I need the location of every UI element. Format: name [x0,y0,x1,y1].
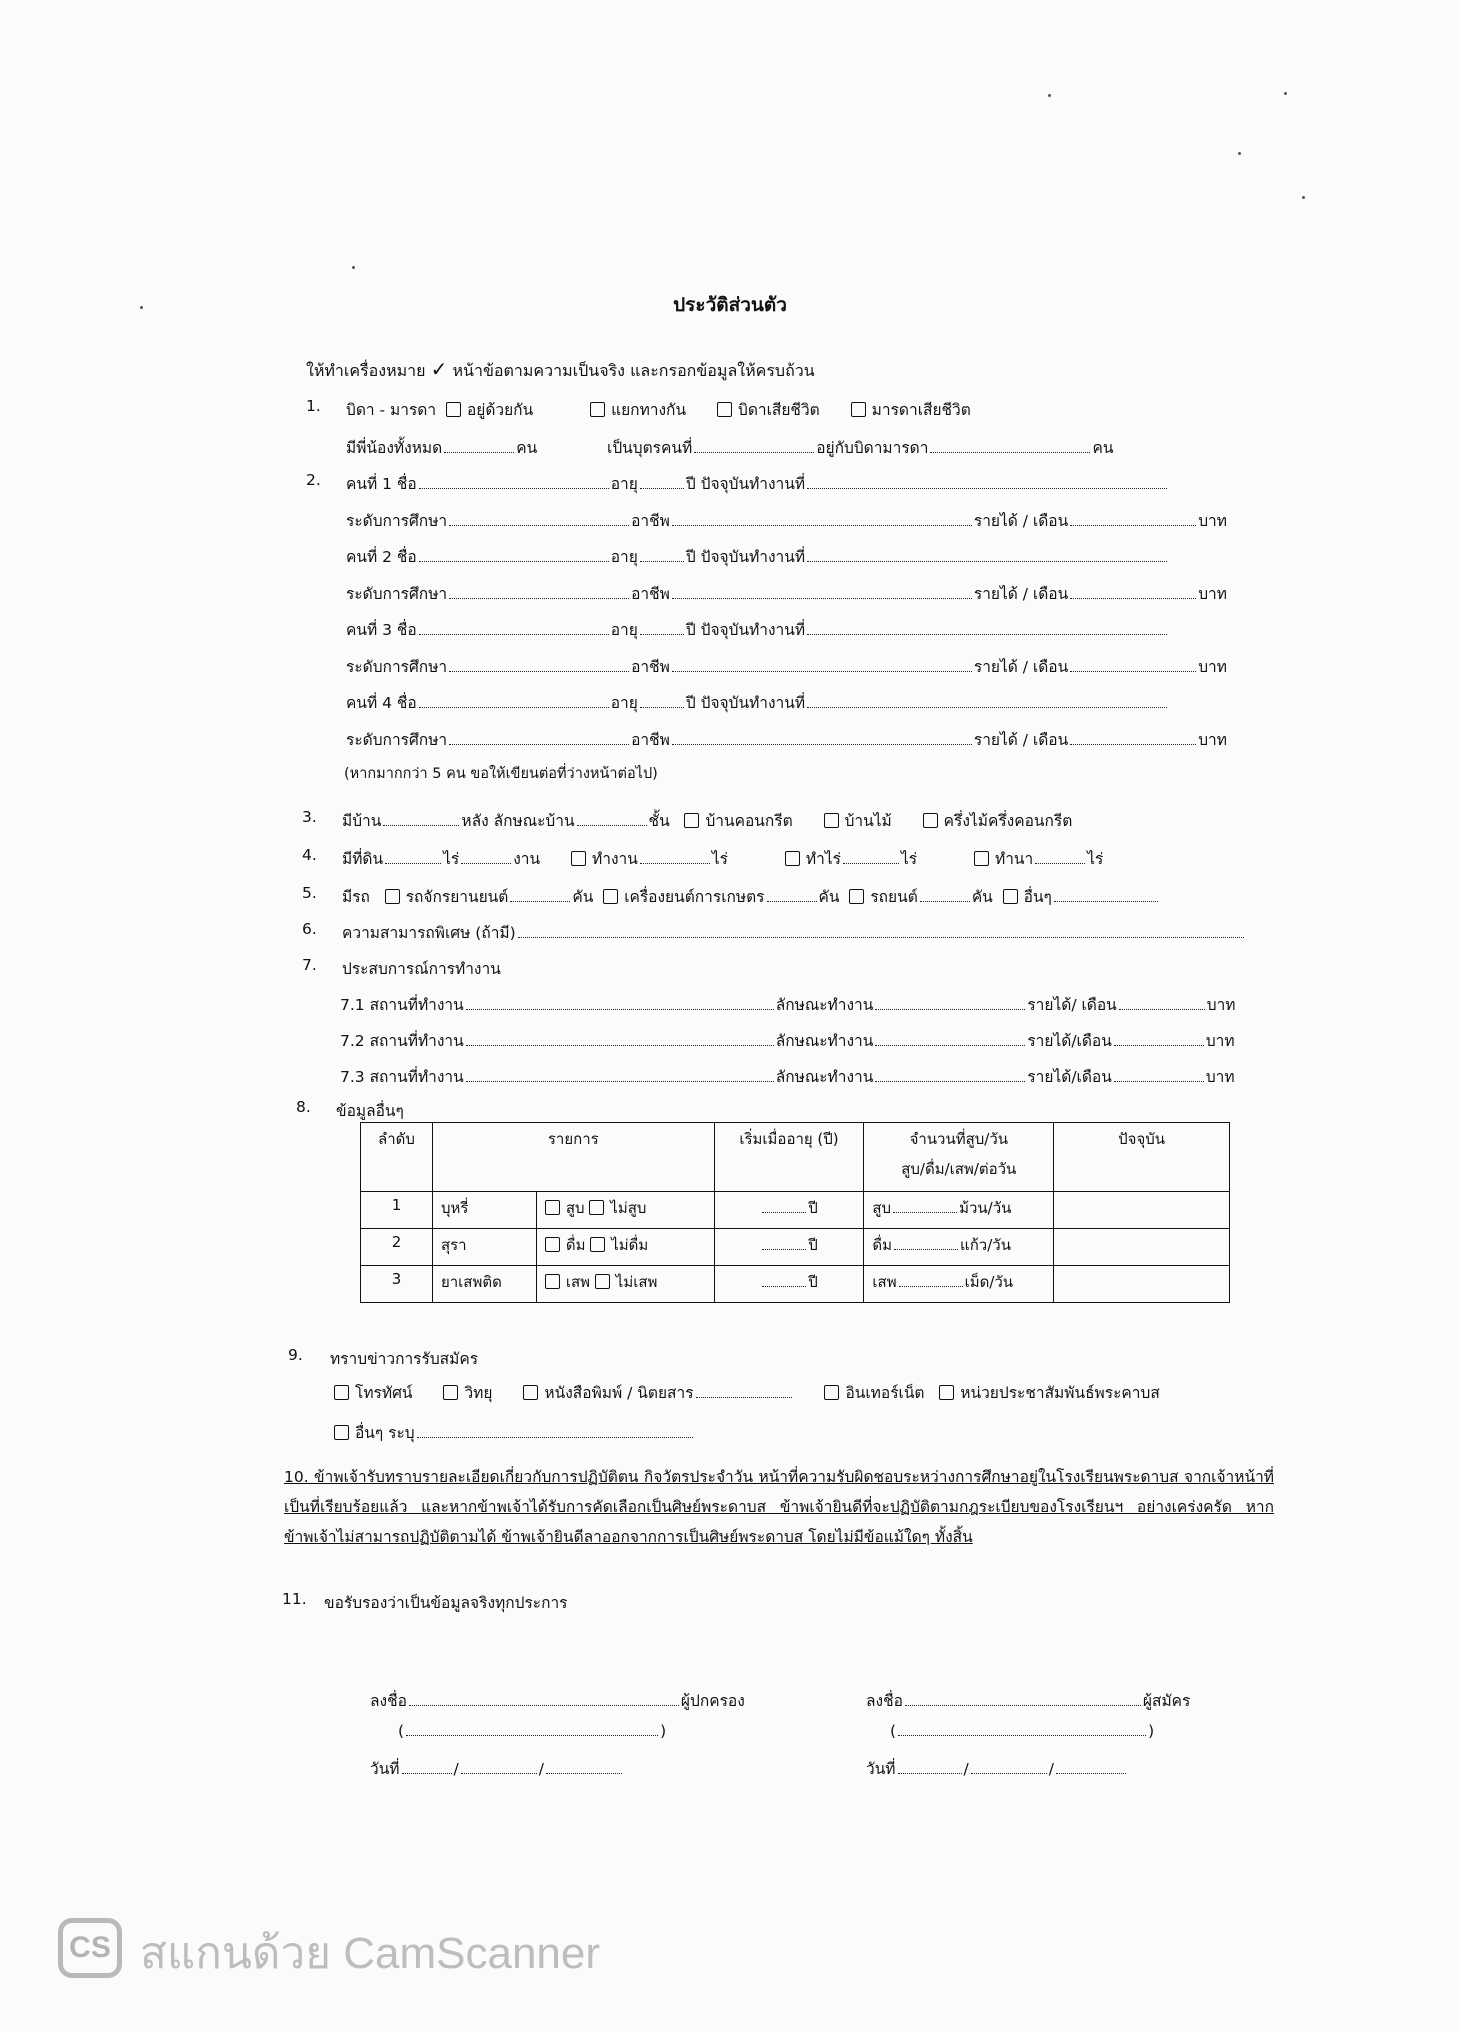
person-2-income-field[interactable] [1070,597,1196,599]
checkbox-car[interactable] [849,889,864,904]
header-order: ลำดับ [361,1123,433,1192]
section-1-number: 1. [306,397,321,415]
drink-start-age-field[interactable] [762,1248,806,1250]
section-3-number: 3. [302,808,317,826]
checkbox-rice-field[interactable] [974,851,989,866]
work-row-2: 7.2 สถานที่ทำงาน ลักษณะทำงาน รายได้/เดือน บาท [340,1032,1235,1050]
work-1-place-field[interactable] [466,1008,774,1010]
section-9-number: 9. [288,1346,303,1364]
person-3-edu-field[interactable] [449,670,629,672]
checkbox-other-source[interactable] [334,1425,349,1440]
section-4-land: มีที่ดิน ไร่ งาน ทำงาน ไร่ ทำไร่ ไร่ ทำนา ไร่ [342,850,1104,868]
table-row: 2 สุรา ดื่ม ไม่ดื่ม ปี ดื่ม แก้ว/วัน [361,1229,1230,1266]
drink-amount-field[interactable] [894,1248,958,1250]
floor-count-field[interactable] [577,824,647,826]
child-order-field[interactable] [694,451,814,453]
person-1-name-field[interactable] [419,487,609,489]
section-11-label: ขอรับรองว่าเป็นข้อมูลจริงทุกประการ [324,1594,568,1612]
other-source-field[interactable] [417,1436,693,1438]
person-1-edu-row: ระดับการศึกษา อาชีพ รายได้ / เดือน บาท [346,512,1227,530]
applicant-year-field[interactable] [1056,1772,1126,1774]
section-7-number: 7. [302,956,317,974]
section-9-options: โทรทัศน์ วิทยุ หนังสือพิมพ์ / นิตยสาร อินเทอร์เน็ต หน่วยประชาสัมพันธ์พระคาบส [334,1380,1160,1405]
checkbox-work-land[interactable] [571,851,586,866]
guardian-name-field[interactable] [406,1734,658,1736]
checkbox-radio[interactable] [443,1385,458,1400]
person-4-age-field[interactable] [640,706,684,708]
section-5-vehicles: มีรถ รถจักรยานยนต์ คัน เครื่องยนต์การเกษตร คัน รถยนต์ คัน อื่นๆ [342,884,1160,909]
person-2-row: คนที่ 2 ชื่อ อายุ ปี ปัจจุบันทำงานที่ [346,544,1169,569]
applicant-month-field[interactable] [971,1772,1047,1774]
checkbox-drug-no[interactable] [595,1274,610,1289]
work-3-income-field[interactable] [1114,1080,1204,1082]
table-row: 3 ยาเสพติด เสพ ไม่เสพ ปี เสพ เม็ด/วัน [361,1266,1230,1303]
applicant-name-paren: ( ) [890,1722,1155,1740]
guardian-signature-field[interactable] [409,1704,679,1706]
section-1-siblings: มีพี่น้องทั้งหมด คน เป็นบุตรคนที่ อยู่กับบิดามารดา คน [346,439,1114,457]
person-4-income-field[interactable] [1070,743,1196,745]
person-1-row: คนที่ 1 ชื่อ อายุ ปี ปัจจุบันทำงานที่ [346,471,1169,496]
live-with-field[interactable] [930,451,1090,453]
checkbox-together[interactable] [446,402,461,417]
work-2-kind-field[interactable] [875,1044,1025,1046]
scan-speck [1048,94,1051,97]
drink-current-field[interactable] [1054,1229,1230,1266]
work-1-income-field[interactable] [1119,1008,1205,1010]
car-count-field[interactable] [920,900,970,902]
checkbox-motorcycle[interactable] [385,889,400,904]
applicant-day-field[interactable] [898,1772,962,1774]
section-4-number: 4. [302,846,317,864]
section-6-number: 6. [302,920,317,938]
section-6-skills: ความสามารถพิเศษ (ถ้ามี) [342,920,1246,945]
smoke-current-field[interactable] [1054,1192,1230,1229]
checkbox-wooden-house[interactable] [824,813,839,828]
section-3-house: มีบ้าน หลัง ลักษณะบ้าน ชั้น บ้านคอนกรีต บ้านไม้ ครึ่งไม้ครึ่งคอนกรีต [342,812,1073,830]
section-1-parents: บิดา - มารดา อยู่ด้วยกัน แยกทางกัน บิดาเสียชีวิต มารดาเสียชีวิต [346,401,971,419]
checkbox-farm-field[interactable] [785,851,800,866]
checkbox-smoke-yes[interactable] [545,1200,560,1215]
section-2-number: 2. [306,471,321,489]
person-1-income-field[interactable] [1070,524,1196,526]
drug-current-field[interactable] [1054,1266,1230,1303]
smoke-start-age-field[interactable] [762,1211,806,1213]
table-header-row [361,1123,1230,1192]
guardian-name-paren: ( ) [398,1722,667,1740]
scan-speck [1302,196,1305,199]
header-amount: จำนวนที่สูบ/วัน สูบ/ดื่ม/เสพ/ต่อวัน [864,1123,1054,1192]
header-start-age: เริ่มเมื่ออายุ (ปี) [714,1123,864,1192]
person-1-age-field[interactable] [640,487,684,489]
checkbox-drink-no[interactable] [590,1237,605,1252]
person-2-work-field[interactable] [807,560,1167,562]
applicant-name-field[interactable] [898,1734,1146,1736]
person-3-row: คนที่ 3 ชื่อ อายุ ปี ปัจจุบันทำงานที่ [346,617,1169,642]
person-3-work-field[interactable] [807,633,1167,635]
section-9-other: อื่นๆ ระบุ [334,1420,695,1445]
checkbox-other-vehicle[interactable] [1003,889,1018,904]
applicant-signature: ลงชื่อ ผู้สมัคร [866,1692,1191,1710]
work-2-place-field[interactable] [466,1044,774,1046]
person-3-job-field[interactable] [672,670,972,672]
person-3-age-field[interactable] [640,633,684,635]
guardian-signature: ลงชื่อ ผู้ปกครอง [370,1692,745,1710]
person-2-edu-row: ระดับการศึกษา อาชีพ รายได้ / เดือน บาท [346,585,1227,603]
checkbox-tv[interactable] [334,1385,349,1400]
person-3-edu-row: ระดับการศึกษา อาชีพ รายได้ / เดือน บาท [346,658,1227,676]
checkbox-internet[interactable] [824,1385,839,1400]
scan-speck [140,306,143,309]
checkbox-father-deceased[interactable] [717,402,732,417]
header-current: ปัจจุบัน [1054,1123,1230,1192]
guardian-month-field[interactable] [461,1772,537,1774]
person-3-income-field[interactable] [1070,670,1196,672]
person-4-row: คนที่ 4 ชื่อ อายุ ปี ปัจจุบันทำงานที่ [346,690,1169,715]
work-1-kind-field[interactable] [875,1008,1025,1010]
guardian-year-field[interactable] [546,1772,622,1774]
checkmark-icon: ✓ [430,357,448,381]
rice-rai-field[interactable] [1035,862,1085,864]
section-7-label: ประสบการณ์การทำงาน [342,960,501,978]
person-1-edu-field[interactable] [449,524,629,526]
camscanner-watermark: สแกนด้วย CamScanner [140,1929,601,1978]
work-3-place-field[interactable] [466,1080,774,1082]
work-row-3: 7.3 สถานที่ทำงาน ลักษณะทำงาน รายได้/เดือน บาท [340,1068,1235,1086]
person-4-work-field[interactable] [807,706,1167,708]
checkbox-half-wood-house[interactable] [923,813,938,828]
guardian-day-field[interactable] [402,1772,452,1774]
checkbox-drink-yes[interactable] [545,1237,560,1252]
siblings-count-field[interactable] [444,451,514,453]
section-5-number: 5. [302,884,317,902]
farm-rai-field[interactable] [843,862,899,864]
section-2-note: (หากมากกว่า 5 คน ขอให้เขียนต่อที่ว่างหน้าต่อไป) [344,766,658,782]
person-4-edu-field[interactable] [449,743,629,745]
camscanner-logo: CS [58,1918,122,1978]
work-land-rai-field[interactable] [640,862,710,864]
other-info-table [360,1122,1230,1303]
person-2-age-field[interactable] [640,560,684,562]
person-4-job-field[interactable] [672,743,972,745]
person-2-name-field[interactable] [419,560,609,562]
scan-speck [1238,152,1241,155]
newspaper-field[interactable] [696,1396,792,1398]
section-11-number: 11. [282,1590,307,1608]
section-8-number: 8. [296,1098,311,1116]
checkbox-concrete-house[interactable] [684,813,699,828]
house-count-field[interactable] [383,824,459,826]
table-row: 1 บุหรี่ สูบ ไม่สูบ ปี สูบ ม้วน/วัน [361,1192,1230,1229]
header-item: รายการ [432,1123,714,1192]
farm-engine-count-field[interactable] [767,900,817,902]
person-3-name-field[interactable] [419,633,609,635]
section-8-label: ข้อมูลอื่นๆ [336,1102,404,1120]
land-rai-field[interactable] [385,862,441,864]
checkbox-mother-deceased[interactable] [851,402,866,417]
agreement-clause: 10. ข้าพเจ้ารับทราบรายละเอียดเกี่ยวกับการปฏิบัติตน กิจวัตรประจำวัน หน้าที่ความรับผิดชอบระหว่างการศึกษาอยู่ในโรงเรียนพระดาบส จากเจ้าหน้าที่เป็นที่เรียบร้อยแล้ว และหากข้าพเจ้าได้รับการคัดเลือกเป็นศิษย์พระดาบส ข้าพเจ้ายินดีที่จะปฏิบัติตามกฎระเบียบของโรงเรียนฯ อย่างเคร่งครัด หากข้าพเจ้าไม่สามารถปฏิบัติตามได้ ข้าพเจ้ายินดีลาออกจากการเป็นศิษย์พระดาบส โดยไม่มีข้อแม้ใดๆ ทั้งสิ้น [284,1468,1274,1546]
scan-speck [352,266,355,269]
land-ngan-field[interactable] [461,862,511,864]
instruction: ให้ทำเครื่องหมาย ✓ หน้าข้อตามความเป็นจริง และกรอกข้อมูลให้ครบถ้วน [306,357,815,381]
applicant-date: วันที่ / / [866,1756,1128,1781]
person-4-edu-row: ระดับการศึกษา อาชีพ รายได้ / เดือน บาท [346,731,1227,749]
checkbox-newspaper[interactable] [523,1385,538,1400]
work-row-1: 7.1 สถานที่ทำงาน ลักษณะทำงาน รายได้/ เดือน บาท [340,996,1236,1014]
form-title: ประวัติส่วนตัว [673,294,787,316]
person-4-name-field[interactable] [419,706,609,708]
drug-amount-field[interactable] [899,1285,963,1287]
special-skills-field[interactable] [518,936,1244,938]
guardian-date: วันที่ / / [370,1756,624,1781]
checkbox-pr-unit[interactable] [939,1385,954,1400]
applicant-signature-field[interactable] [905,1704,1141,1706]
section-9-label: ทราบข่าวการรับสมัคร [330,1350,479,1368]
checkbox-farm-engine[interactable] [603,889,618,904]
person-1-job-field[interactable] [672,524,972,526]
checkbox-smoke-no[interactable] [589,1200,604,1215]
work-2-income-field[interactable] [1114,1044,1204,1046]
smoke-amount-field[interactable] [893,1211,957,1213]
person-2-edu-field[interactable] [449,597,629,599]
checkbox-drug-yes[interactable] [545,1274,560,1289]
person-2-job-field[interactable] [672,597,972,599]
drug-start-age-field[interactable] [762,1285,806,1287]
motorcycle-count-field[interactable] [510,900,570,902]
scan-speck [1284,92,1287,95]
person-1-work-field[interactable] [807,487,1167,489]
checkbox-separated[interactable] [590,402,605,417]
other-vehicle-field[interactable] [1054,900,1158,902]
work-3-kind-field[interactable] [875,1080,1025,1082]
